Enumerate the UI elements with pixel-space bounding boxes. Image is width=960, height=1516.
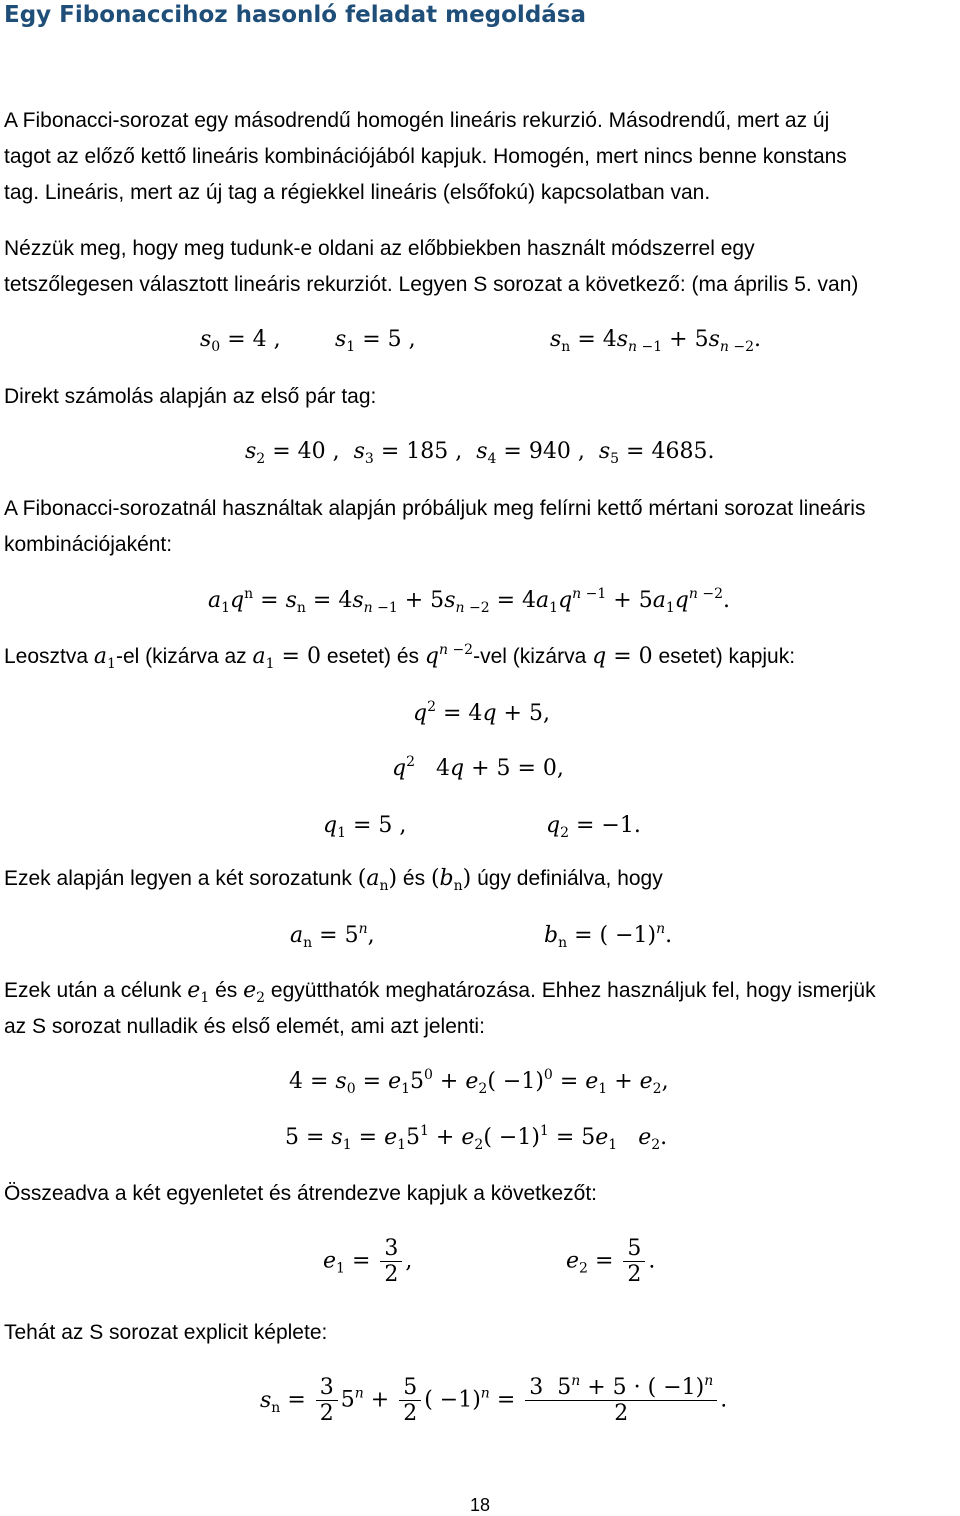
math-def-an: $a_n = 5^n$, — [290, 921, 375, 951]
paragraph-line: Ezek alapján legyen a két sorozatunk $(a_n)$ és $(b_n)$ úgy definiálva, hogy — [4, 866, 663, 894]
paragraph-line: Nézzük meg, hogy meg tudunk-e oldani az előbbiekben használt módszerrel egy — [4, 237, 755, 260]
math-initial-eq-1: $4 = s_0 = e_15^0 + e_2( -1)^0 = e_1 + e_2$, — [289, 1067, 669, 1097]
math-def-bn: $b_n$ = ( −1)$^n$. — [544, 921, 673, 951]
page-title: Egy Fibonaccihoz hasonló feladat megoldása — [4, 2, 587, 28]
math-e2: $e_2$ = $\frac{5}{2}$ . — [566, 1236, 656, 1288]
paragraph-line: A Fibonacci-sorozat egy másodrendű homogén lineáris rekurzió. Másodrendű, mert az új — [4, 109, 830, 132]
paragraph-line: Tehát az S sorozat explicit képlete: — [4, 1321, 328, 1344]
paragraph-line: kombinációjaként: — [4, 533, 173, 556]
paragraph-line: tag. Lineáris, mert az új tag a régiekkel lineáris (elsőfokú) kapcsolatban van. — [4, 181, 711, 204]
math-initial-eq-2: $5 = s_1 = e_15^1 + e_2( -1)^1 = 5e_1$ $e_2$. — [285, 1123, 668, 1153]
math-characteristic-eq-2: $q^2$ 4q + 5 = 0, — [392, 754, 564, 781]
page-number: 18 — [470, 1495, 491, 1515]
math-recurrence: $s_n = 4s_{n -1} + 5s_{n -2}$. — [550, 327, 762, 355]
math-initial-s0: $s_0 = 4$ , — [200, 327, 281, 355]
math-geometric-combination: $a_1q^n = s_n = 4s_{n -1} + 5s_{n -2} = 4a_1q^{n -1} + 5a_1q^{n -2}$. — [208, 586, 730, 616]
math-initial-s1: $s_1 = 5$ , — [335, 327, 416, 355]
paragraph-line: Ezek után a célunk $e_1$ és $e_2$ együtthatók meghatározása. Ehhez használjuk fel, hogy ismerjük — [4, 978, 876, 1006]
paragraph-line: Direkt számolás alapján az első pár tag: — [4, 385, 377, 408]
math-e1: $e_1$ = $\frac{3}{2}$ , — [323, 1236, 413, 1288]
math-first-terms: $s_2 = 40$ , $s_3 = 185$ , $s_4 = 940$ , $s_5 = 4685$. — [245, 439, 715, 467]
math-root-q1: $q_1 = 5$ , — [323, 813, 407, 841]
paragraph-line: A Fibonacci-sorozatnál használtak alapján próbáljuk meg felírni kettő mértani sorozat lineáris — [4, 497, 866, 520]
paragraph-line: tetszőlegesen választott lineáris rekurziót. Legyen S sorozat a következő: (ma április 5. van) — [4, 273, 859, 296]
paragraph-line: Leosztva $a_1-el$ (kizárva az $a_1 = 0$ esetet) és $q^{n -2}$-vel (kizárva q = 0 esetet) kapjuk: — [4, 642, 796, 672]
paragraph-line: az S sorozat nulladik és első elemét, ami azt jelenti: — [4, 1015, 485, 1038]
paragraph-line: tagot az előző kettő lineáris kombinációjából kapjuk. Homogén, mert nincs benne konstans — [4, 145, 847, 168]
math-characteristic-eq: $q^2 = 4q + 5$, — [413, 699, 550, 726]
math-root-q2: $q_2 = -1$. — [546, 813, 641, 841]
math-explicit-formula: $s_n$ = $\frac{3}{2}$ $5^n$ + $\frac{5}{2}$ ( −1)$^n$ = $\frac{3 5^n + 5 \cdot ( -1)^n}{2}$ . — [260, 1373, 728, 1427]
paragraph-line: Összeadva a két egyenletet és átrendezve kapjuk a következőt: — [4, 1182, 598, 1205]
